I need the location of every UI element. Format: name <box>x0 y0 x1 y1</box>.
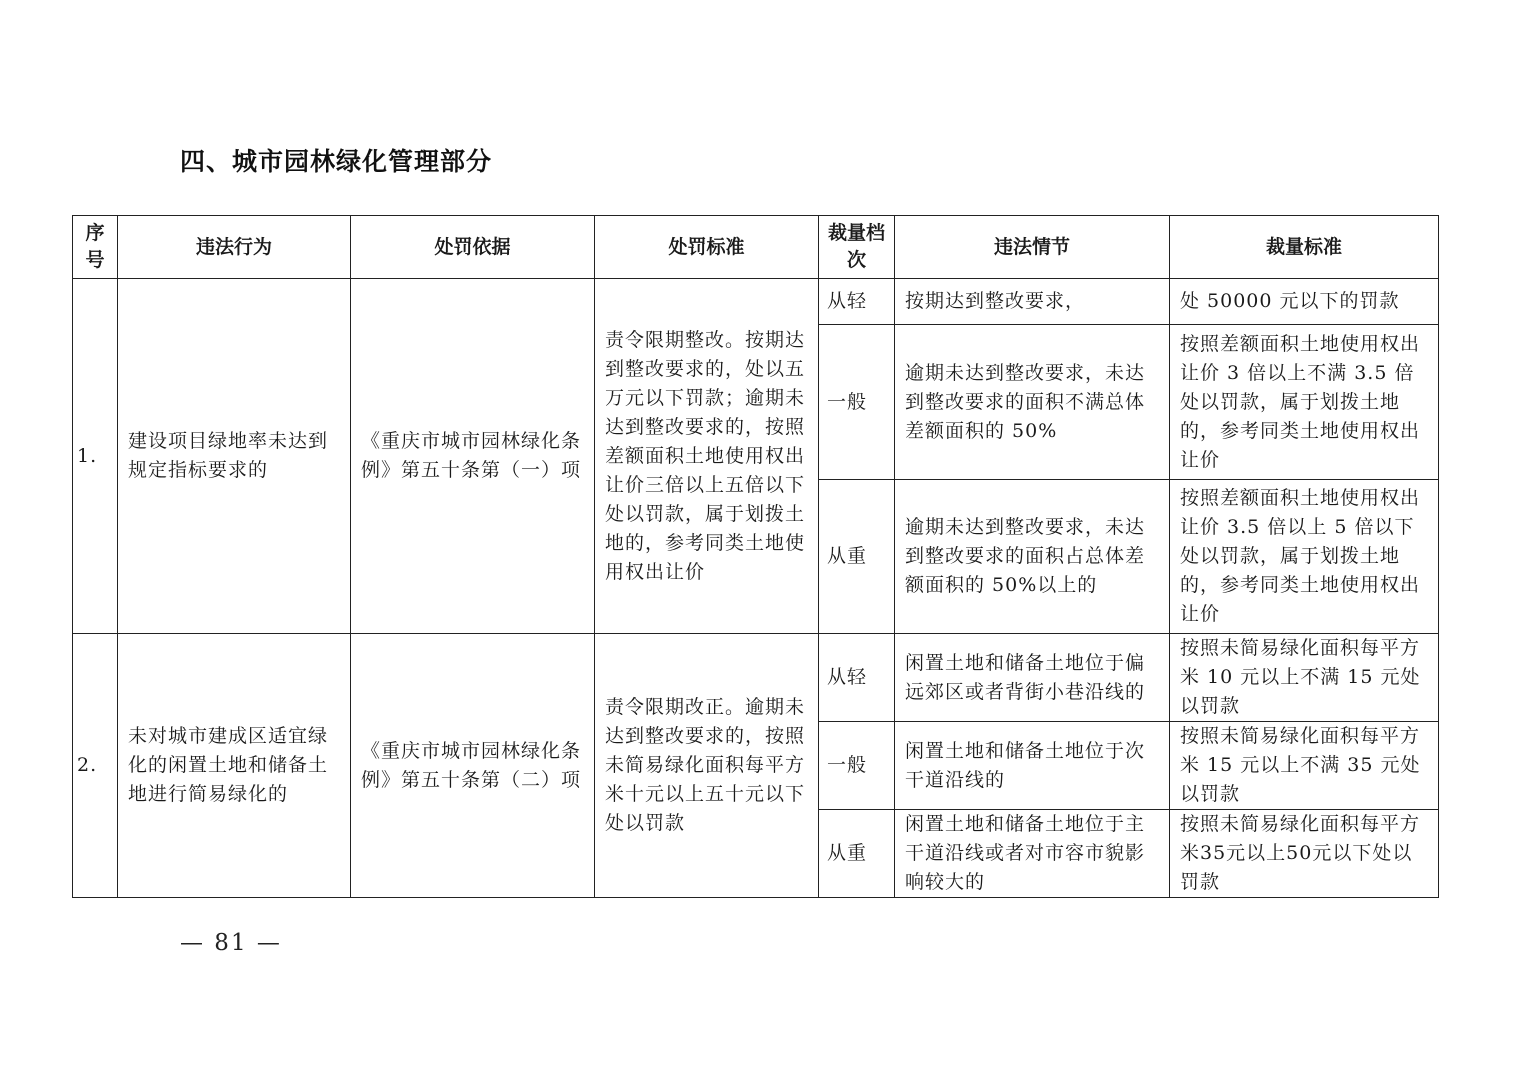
header-basis: 处罚依据 <box>351 216 595 279</box>
row-circumstance: 闲置土地和储备土地位于次干道沿线的 <box>895 722 1170 810</box>
row-circumstance: 按期达到整改要求， <box>895 279 1170 325</box>
penalty-table <box>72 215 1439 898</box>
row-basis: 《重庆市城市园林绿化条例》第五十条第（一）项 <box>351 279 595 634</box>
header-discretion: 裁量标准 <box>1170 216 1439 279</box>
row-basis: 《重庆市城市园林绿化条例》第五十条第（二）项 <box>351 634 595 898</box>
row-level: 从重 <box>819 810 895 898</box>
header-circumstance: 违法情节 <box>895 216 1170 279</box>
header-standard: 处罚标准 <box>595 216 819 279</box>
row-level: 从轻 <box>819 634 895 722</box>
row-behavior: 建设项目绿地率未达到规定指标要求的 <box>118 279 351 634</box>
row-circumstance: 逾期未达到整改要求，未达到整改要求的面积占总体差额面积的 50%以上的 <box>895 480 1170 634</box>
row-level: 从重 <box>819 480 895 634</box>
page-number: — 81 — <box>180 930 282 956</box>
row-discretion: 按照差额面积土地使用权出让价 3.5 倍以上 5 倍以下处以罚款，属于划拨土地的，参考同类土地使用权出让价 <box>1170 480 1439 634</box>
header-level: 裁量档次 <box>819 216 895 279</box>
row-discretion: 按照未简易绿化面积每平方米35元以上50元以下处以罚款 <box>1170 810 1439 898</box>
table-row <box>73 634 1439 722</box>
row-discretion: 处 50000 元以下的罚款 <box>1170 279 1439 325</box>
table-row <box>73 279 1439 325</box>
row-seq: 1. <box>73 279 118 634</box>
row-circumstance: 闲置土地和储备土地位于主干道沿线或者对市容市貌影响较大的 <box>895 810 1170 898</box>
row-circumstance: 逾期未达到整改要求，未达到整改要求的面积不满总体差额面积的 50% <box>895 325 1170 480</box>
row-seq: 2. <box>73 634 118 898</box>
row-circumstance: 闲置土地和储备土地位于偏远郊区或者背街小巷沿线的 <box>895 634 1170 722</box>
section-title: 四、城市园林绿化管理部分 <box>180 147 493 176</box>
row-discretion: 按照差额面积土地使用权出让价 3 倍以上不满 3.5 倍处以罚款，属于划拨土地的，参考同类土地使用权出让价 <box>1170 325 1439 480</box>
row-level: 从轻 <box>819 279 895 325</box>
row-behavior: 未对城市建成区适宜绿化的闲置土地和储备土地进行简易绿化的 <box>118 634 351 898</box>
row-discretion: 按照未简易绿化面积每平方米 15 元以上不满 35 元处以罚款 <box>1170 722 1439 810</box>
header-row <box>73 216 1439 279</box>
row-standard: 责令限期整改。按期达到整改要求的，处以五万元以下罚款；逾期未达到整改要求的，按照差额面积土地使用权出让价三倍以上五倍以下处以罚款，属于划拨土地的，参考同类土地使用权出让价 <box>595 279 819 634</box>
row-standard: 责令限期改正。逾期未达到整改要求的，按照未简易绿化面积每平方米十元以上五十元以下处以罚款 <box>595 634 819 898</box>
row-discretion: 按照未简易绿化面积每平方米 10 元以上不满 15 元处以罚款 <box>1170 634 1439 722</box>
row-level: 一般 <box>819 325 895 480</box>
header-behavior: 违法行为 <box>118 216 351 279</box>
header-seq: 序号 <box>73 216 118 279</box>
row-level: 一般 <box>819 722 895 810</box>
